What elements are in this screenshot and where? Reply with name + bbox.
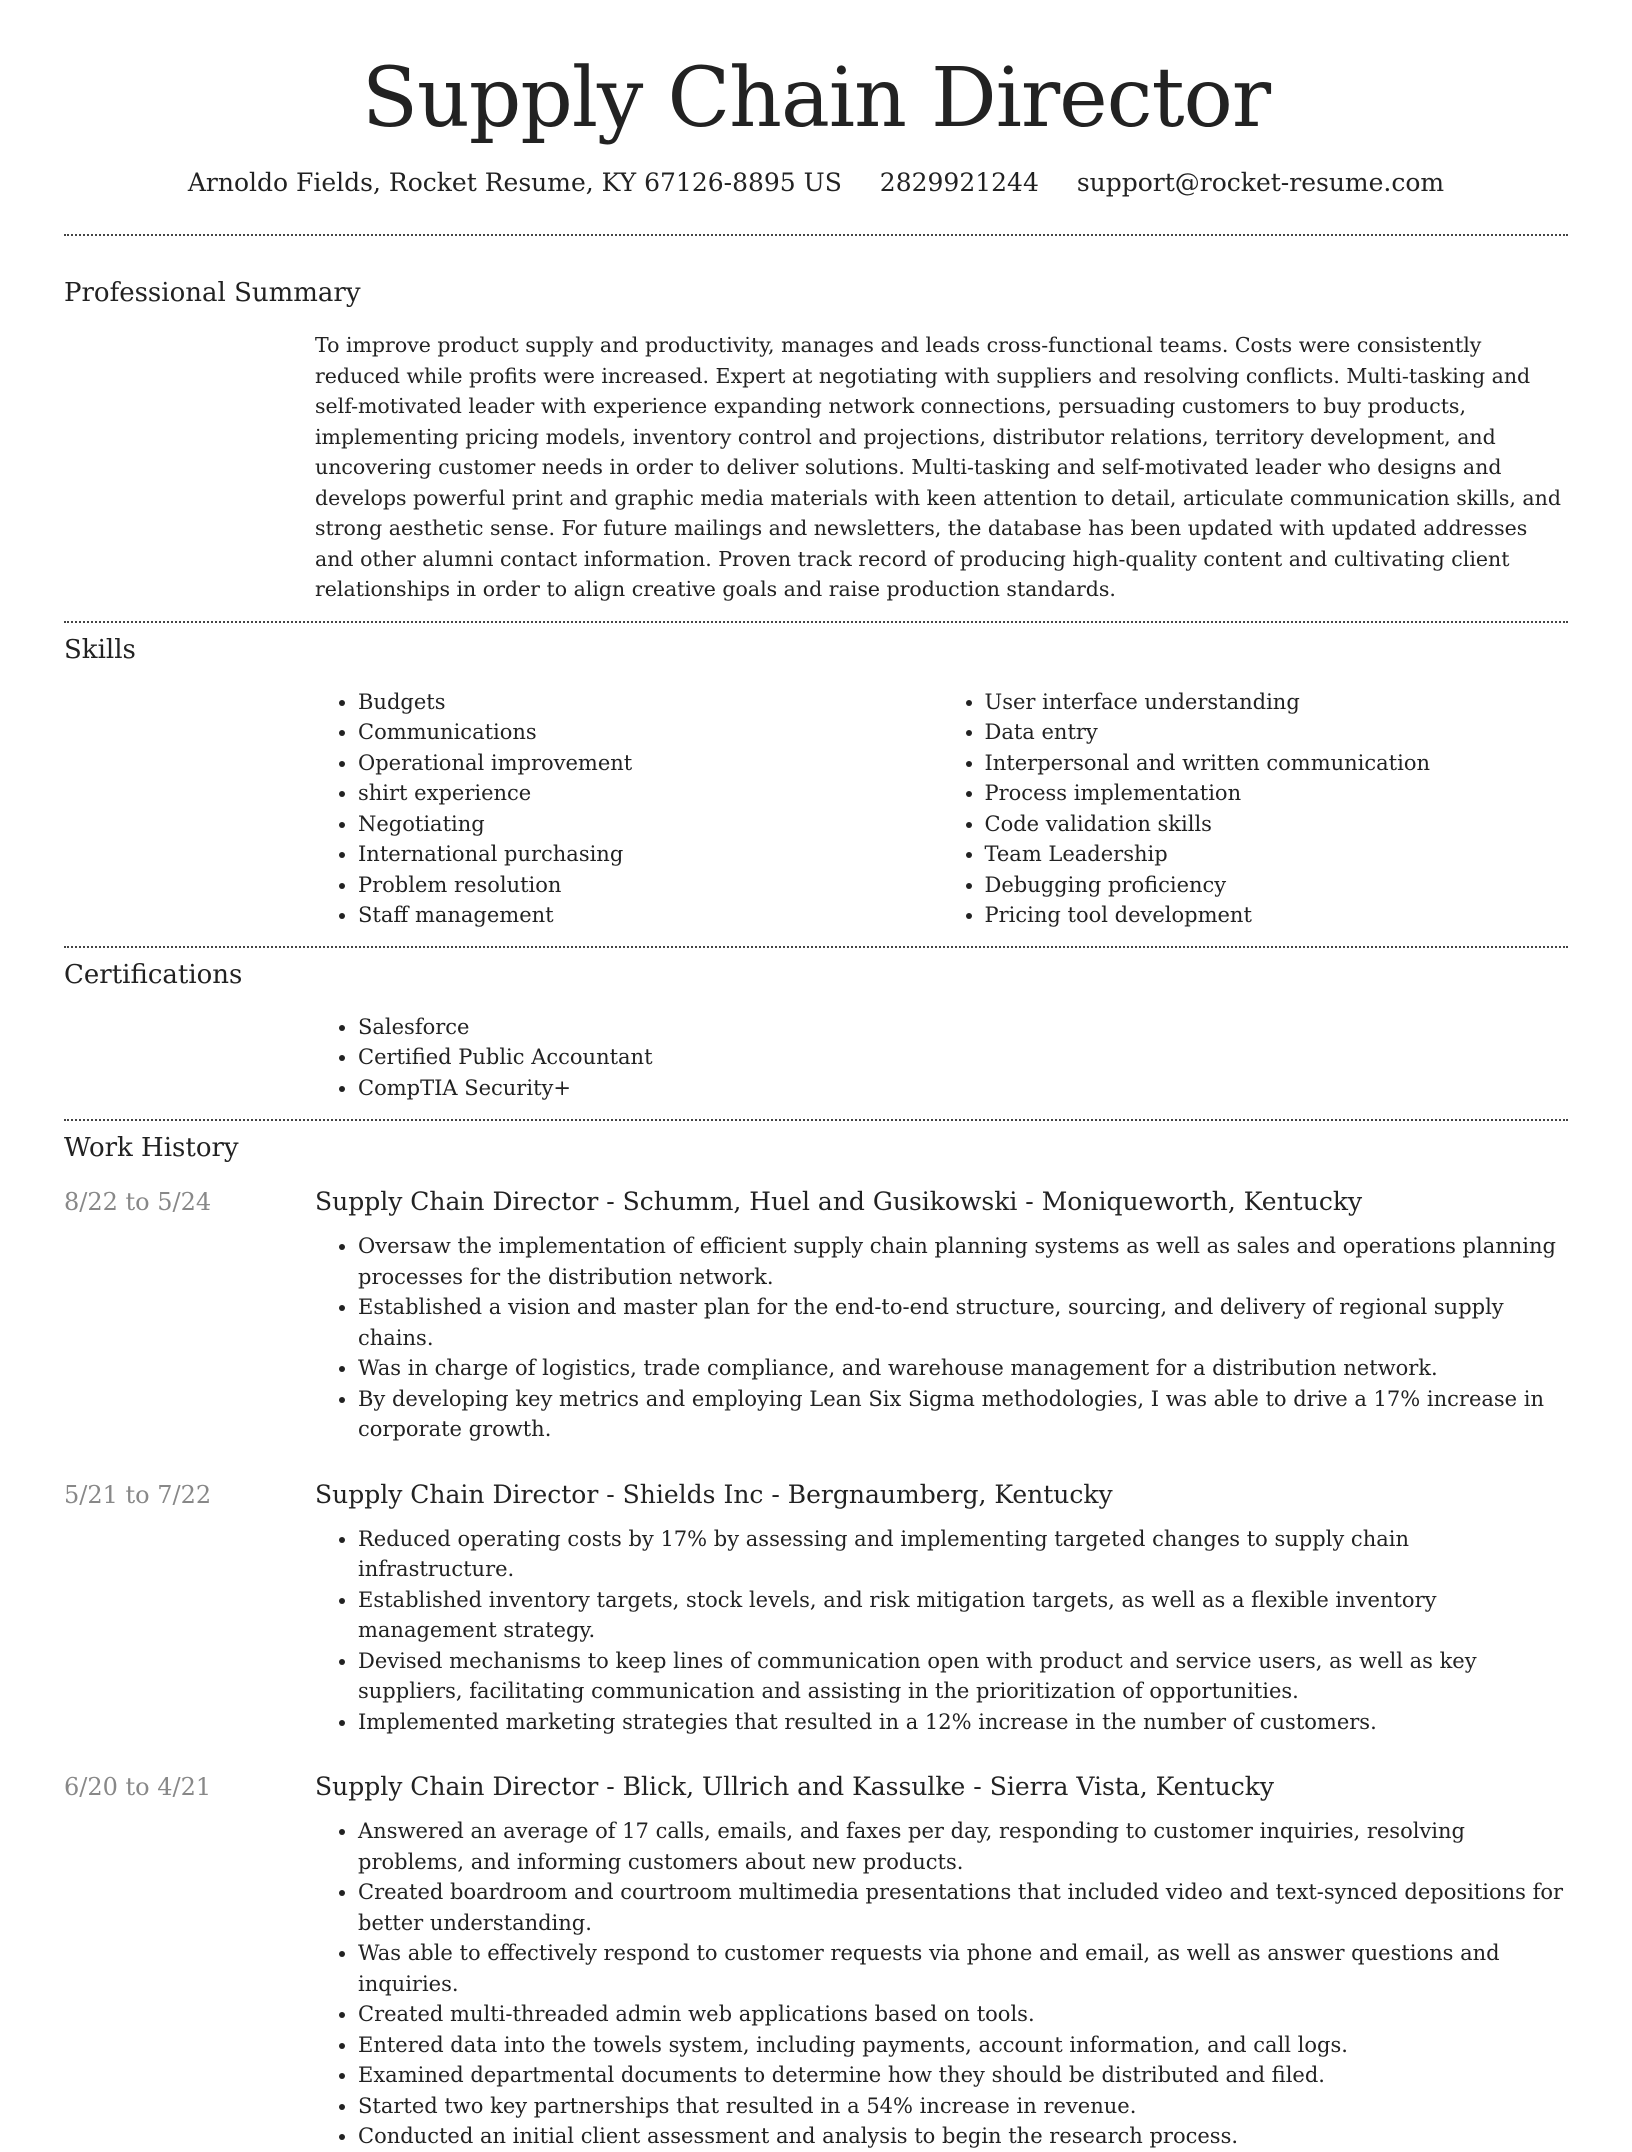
contact-address: Arnoldo Fields, Rocket Resume, KY 67126-8895 US <box>187 168 842 198</box>
list-item: • User interface understanding <box>985 687 1569 718</box>
job-bullets <box>315 1231 1568 1445</box>
resume-title: Supply Chain Director <box>361 51 1271 146</box>
contact-email[interactable]: support@rocket-resume.com <box>1076 168 1445 198</box>
list-item: • Devised mechanisms to keep lines of communication open with product and service users, as well as key suppliers, facilitating communication and assisting in the prioritization of opportunities. <box>358 1646 1568 1707</box>
job-entry <box>64 1185 1568 1445</box>
list-item: • Examined departmental documents to determine how they should be distributed and filed. <box>358 2060 1568 2091</box>
list-item: • Team Leadership <box>985 839 1569 870</box>
list-item: • Salesforce <box>358 1012 1568 1043</box>
job-bullets <box>315 1524 1568 1738</box>
summary-heading: Professional Summary <box>64 278 361 309</box>
section-summary <box>64 236 1568 605</box>
list-item: • Was in charge of logistics, trade compliance, and warehouse management for a distribution network. <box>358 1353 1568 1384</box>
list-item: • Conducted an initial client assessment and analysis to begin the research process. <box>358 2121 1568 2152</box>
list-item: • CompTIA Security+ <box>358 1073 1568 1104</box>
job-date: 6/20 to 4/21 <box>64 1773 212 1802</box>
summary-content <box>315 330 1568 605</box>
section-work-history <box>64 1121 1568 2152</box>
skills-grid <box>315 687 1568 931</box>
summary-text: To improve product supply and productivity, manages and leads cross-functional teams. Costs were consistently reduced while profits were increased. Expert at negotiating with suppliers and resolving conflicts. Multi-tasking and self-motivated leader with experience expanding network connections, persuading customers to buy products, implementing pricing models, inventory control and projections, distributor relations, territory development, and uncovering customer needs in order to deliver solutions. Multi-tasking and self-motivated leader who designs and develops powerful print and graphic media materials with keen attention to detail, articulate communication skills, and strong aesthetic sense. For future mailings and newsletters, the database has been updated with updated addresses and other alumni contact information. Proven track record of producing high-quality content and cultivating client relationships in order to align creative goals and raise production standards. <box>315 333 1561 602</box>
list-item: • Created boardroom and courtroom multimedia presentations that included video and text-synced depositions for better understanding. <box>358 1877 1568 1938</box>
job-content <box>315 1185 1568 1445</box>
list-item: • Implemented marketing strategies that resulted in a 12% increase in the number of customers. <box>358 1707 1568 1738</box>
job-content <box>315 1770 1568 2152</box>
list-item: • By developing key metrics and employing Lean Six Sigma methodologies, I was able to drive a 17% increase in corporate growth. <box>358 1384 1568 1445</box>
jobs-container <box>64 1185 1568 2152</box>
list-item: • Answered an average of 17 calls, emails, and faxes per day, responding to customer inquiries, resolving problems, and informing customers about new products. <box>358 1816 1568 1877</box>
list-item: • Data entry <box>985 717 1569 748</box>
job-title: Supply Chain Director - Blick, Ullrich and Kassulke - Sierra Vista, Kentucky <box>315 1772 1274 1802</box>
contact-line <box>64 168 1568 197</box>
list-item: • Problem resolution <box>358 870 942 901</box>
job-content <box>315 1478 1568 1738</box>
list-item: • shirt experience <box>358 778 942 809</box>
list-item: • Code validation skills <box>985 809 1569 840</box>
list-item: • Process implementation <box>985 778 1569 809</box>
skills-list-right <box>942 687 1569 931</box>
list-item: • Reduced operating costs by 17% by assessing and implementing targeted changes to supply chain infrastructure. <box>358 1524 1568 1585</box>
certifications-content <box>315 1012 1568 1104</box>
section-skills <box>64 623 1568 931</box>
list-item: • Budgets <box>358 687 942 718</box>
job-entry <box>64 1478 1568 1738</box>
job-date: 5/21 to 7/22 <box>64 1480 212 1509</box>
section-certifications <box>64 948 1568 1104</box>
list-item: • Oversaw the implementation of efficient supply chain planning systems as well as sales and operations planning processes for the distribution network. <box>358 1231 1568 1292</box>
skills-heading: Skills <box>64 634 136 665</box>
job-entry <box>64 1770 1568 2152</box>
list-item: • Debugging proficiency <box>985 870 1569 901</box>
list-item: • Established a vision and master plan for the end-to-end structure, sourcing, and delivery of regional supply chains. <box>358 1292 1568 1353</box>
list-item: • Operational improvement <box>358 748 942 779</box>
list-item: • Interpersonal and written communication <box>985 748 1569 779</box>
certifications-heading: Certifications <box>64 959 243 990</box>
job-date: 8/22 to 5/24 <box>64 1188 212 1217</box>
list-item: • International purchasing <box>358 839 942 870</box>
list-item: • Pricing tool development <box>985 900 1569 931</box>
list-item: • Staff management <box>358 900 942 931</box>
list-item: • Negotiating <box>358 809 942 840</box>
skills-list-left <box>315 687 942 931</box>
job-title: Supply Chain Director - Shields Inc - Bergnaumberg, Kentucky <box>315 1479 1113 1509</box>
list-item: • Created multi-threaded admin web applications based on tools. <box>358 1999 1568 2030</box>
list-item: • Established inventory targets, stock levels, and risk mitigation targets, as well as a flexible inventory management strategy. <box>358 1585 1568 1646</box>
certifications-list <box>315 1012 1568 1104</box>
list-item: • Entered data into the towels system, including payments, account information, and call logs. <box>358 2030 1568 2061</box>
list-item: • Certified Public Accountant <box>358 1042 1568 1073</box>
list-item: • Was able to effectively respond to customer requests via phone and email, as well as answer questions and inquiries. <box>358 1938 1568 1999</box>
work-history-heading: Work History <box>64 1133 239 1164</box>
job-title: Supply Chain Director - Schumm, Huel and Gusikowski - Moniqueworth, Kentucky <box>315 1187 1363 1217</box>
job-bullets <box>315 1816 1568 2152</box>
list-item: • Started two key partnerships that resulted in a 54% increase in revenue. <box>358 2091 1568 2122</box>
list-item: • Communications <box>358 717 942 748</box>
contact-phone: 2829921244 <box>879 168 1039 198</box>
